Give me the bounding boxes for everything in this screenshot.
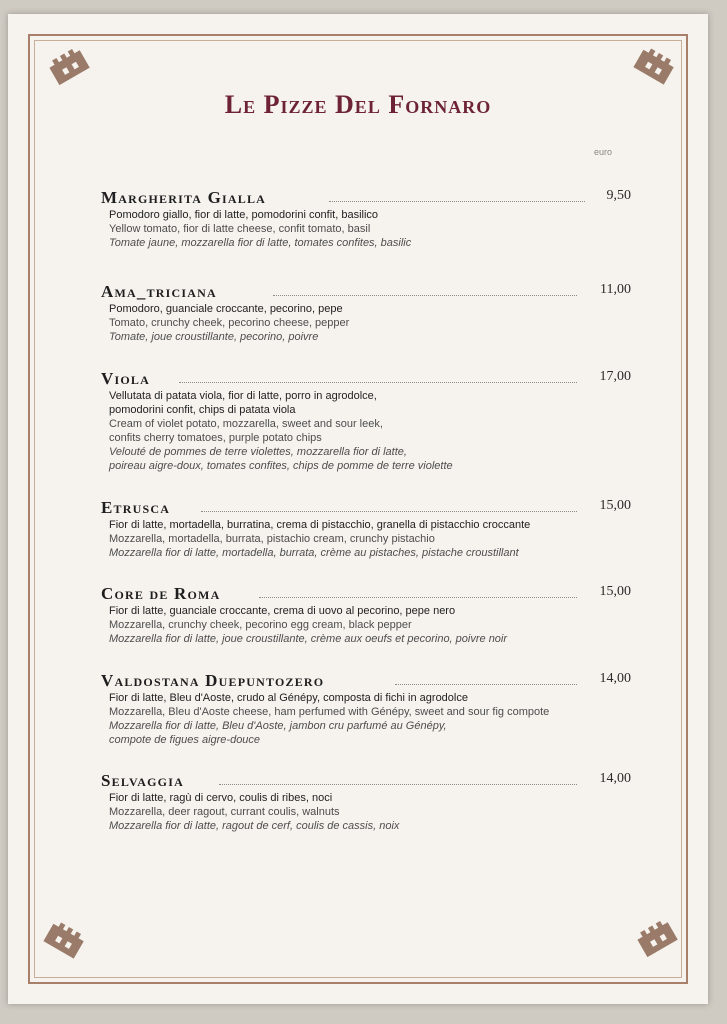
desc-italian: Fior di latte, ragù di cervo, coulis di ribes, noci (109, 792, 333, 804)
desc-italian: Pomodoro giallo, fior di latte, pomodorini confit, basilico (109, 209, 379, 221)
castle-tower-icon (628, 36, 684, 92)
desc-italian: Fior di latte, guanciale croccante, crema di uovo al pecorino, pepe nero (109, 605, 456, 617)
item-name: Core de Roma (101, 584, 221, 603)
desc-french: compote de figues aigre-douce (109, 734, 261, 746)
item-price: 15,00 (599, 498, 631, 513)
desc-english: Mozzarella, mortadella, burrata, pistachio cream, crunchy pistachio (109, 533, 435, 545)
item-price: 14,00 (599, 671, 631, 686)
castle-tower-icon (40, 36, 96, 92)
desc-italian: Vellutata di patata viola, fior di latte, porro in agrodolce, (109, 390, 377, 402)
currency-label: euro (593, 147, 612, 157)
desc-english: confits cherry tomatoes, purple potato chips (109, 432, 322, 444)
menu-item-selvaggia (101, 771, 631, 833)
dot-leader (273, 295, 577, 296)
item-name: Etrusca (101, 498, 171, 517)
castle-tower-icon (628, 908, 684, 964)
desc-english: Mozzarella, crunchy cheek, pecorino egg cream, black pepper (109, 619, 412, 631)
item-name: Selvaggia (101, 771, 184, 790)
menu-title: Le Pizze Del Fornaro (224, 90, 492, 119)
item-price: 11,00 (600, 282, 631, 297)
desc-french: Mozzarella fior di latte, mortadella, burrata, crème au pistaches, pistache croustillant (109, 547, 519, 559)
dot-leader (329, 201, 585, 202)
menu-item-amatriciana (101, 282, 631, 344)
desc-italian: Fior di latte, mortadella, burratina, crema di pistacchio, granella di pistacchio croccante (109, 519, 531, 531)
menu-item-core-de-roma (101, 584, 631, 646)
desc-italian: pomodorini confit, chips di patata viola (109, 404, 296, 416)
desc-english: Mozzarella, Bleu d'Aoste cheese, ham perfumed with Génépy, sweet and sour fig compote (109, 706, 550, 718)
desc-french: Mozzarella fior di latte, Bleu d'Aoste, jambon cru parfumé au Génépy, (109, 720, 447, 732)
item-price: 17,00 (599, 369, 631, 384)
menu-item-margherita-gialla (101, 188, 631, 250)
dot-leader (201, 511, 577, 512)
desc-french: Mozzarella fior di latte, ragout de cerf, coulis de cassis, noix (109, 820, 400, 832)
dot-leader (219, 784, 577, 785)
menu-item-viola (101, 369, 631, 473)
desc-english: Tomato, crunchy cheek, pecorino cheese, pepper (109, 317, 350, 329)
desc-french: Velouté de pommes de terre violettes, mozzarella fior di latte, (109, 446, 407, 458)
dot-leader (395, 684, 577, 685)
item-price: 9,50 (606, 188, 631, 203)
desc-french: poireau aigre-doux, tomates confites, chips de pomme de terre violette (109, 460, 453, 472)
menu-sheet (8, 14, 708, 1004)
item-name: Margherita Gialla (101, 188, 267, 207)
desc-french: Tomate, joue croustillante, pecorino, poivre (109, 331, 319, 343)
item-price: 14,00 (599, 771, 631, 786)
item-name: Valdostana Duepuntozero (101, 671, 325, 690)
desc-french: Mozzarella fior di latte, joue croustillante, crème aux oeufs et pecorino, poivre noir (109, 633, 508, 645)
dot-leader (259, 597, 577, 598)
menu-item-valdostana-duepuntozero (101, 671, 631, 747)
dot-leader (179, 382, 577, 383)
menu-item-etrusca (101, 498, 631, 560)
item-name: Viola (101, 369, 150, 388)
desc-english: Mozzarella, deer ragout, currant coulis, walnuts (109, 806, 340, 818)
item-price: 15,00 (599, 584, 631, 599)
desc-french: Tomate jaune, mozzarella fior di latte, tomates confites, basilic (109, 237, 412, 249)
castle-tower-icon (38, 910, 94, 966)
desc-english: Cream of violet potato, mozzarella, sweet and sour leek, (109, 418, 383, 430)
item-name: Ama_triciana (101, 282, 217, 301)
desc-italian: Pomodoro, guanciale croccante, pecorino, pepe (109, 303, 343, 315)
desc-english: Yellow tomato, fior di latte cheese, confit tomato, basil (109, 223, 371, 235)
desc-italian: Fior di latte, Bleu d'Aoste, crudo al Génépy, composta di fichi in agrodolce (109, 692, 468, 704)
